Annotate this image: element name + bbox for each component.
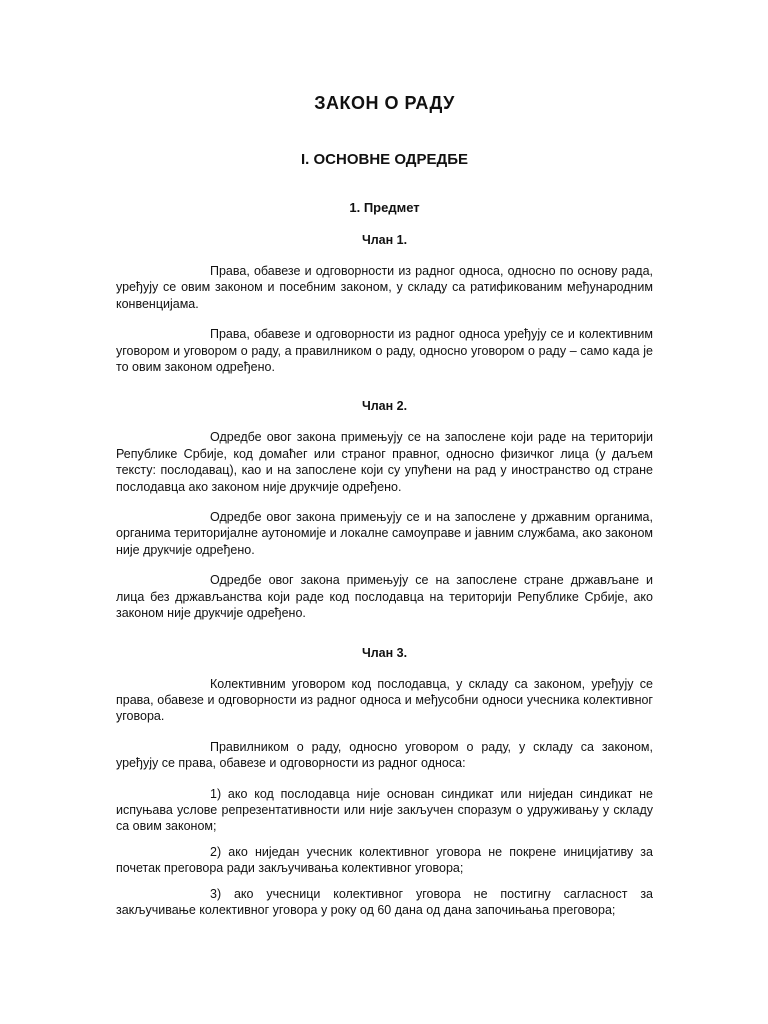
article-2 — [116, 397, 653, 621]
article-3 — [116, 644, 653, 919]
document-title: ЗАКОН О РАДУ — [314, 93, 455, 113]
article-heading: Члан 3. — [361, 645, 408, 660]
article-paragraph: Права, обавезе и одговорности из радног односа уређују се и колективним уговором и уговором о раду, а правилником о раду, односно уговором о раду – само када је то овим законом одређено. — [116, 327, 653, 375]
list-item: 1) ако код послодавца није основан синдикат или ниједан синдикат не испуњава услове репрезентативности или није закључен споразум о удруживању у складу са овим законом; — [116, 786, 653, 834]
section-heading: 1. Предмет — [349, 200, 420, 215]
article-paragraph: Права, обавезе и одговорности из радног односа, односно по основу рада, уређују се овим законом и посебним законом, у складу са ратификованим међународним конвенцијама. — [116, 264, 653, 311]
article-heading: Члан 2. — [361, 399, 408, 414]
article-paragraph: Одредбе овог закона примењују се на запослене који раде на територији Републике Србије, код домаћег или страног правног, односно физичког лица (у даљем тексту: послодавац), као и на запослене који су упућени на рад у иностранство од стране послодавца ако законом није друкчије одређено. — [116, 430, 653, 494]
article-paragraph: Одредбе овог закона примењују се и на запослене у државним органима, органима територијалне аутономије и локалне самоуправе и јавним службама, ако законом није друкчије одређено. — [116, 510, 653, 557]
document-page — [116, 90, 653, 927]
article-heading: Члан 1. — [361, 233, 408, 247]
article-paragraph: Колективним уговором код послодавца, у складу са законом, уређују се права, обавезе и одговорности из радног односа и међусобни односи учесника колективног уговора. — [116, 676, 653, 724]
article-paragraph: Одредбе овог закона примењују се на запослене стране држављане и лица без држављанства који раде код послодавца на територији Републике Србије, ако законом није друкчије одређено. — [116, 573, 653, 621]
part-heading: I. ОСНОВНЕ ОДРЕДБЕ — [301, 151, 468, 168]
list-item: 2) ако ниједан учесник колективног уговора не покрене иницијативу за почетак преговора ради закључивања колективног уговора; — [116, 844, 653, 876]
article-paragraph: Правилником о раду, односно уговором о раду, у складу са законом, уређују се права, обавезе и одговорности из радног односа: — [116, 739, 653, 771]
article-1 — [116, 231, 653, 375]
list-item: 3) ако учесници колективног уговора не постигну сагласност за закључивање колективног уговора у року од 60 дана од дана започињања преговора; — [116, 886, 653, 917]
